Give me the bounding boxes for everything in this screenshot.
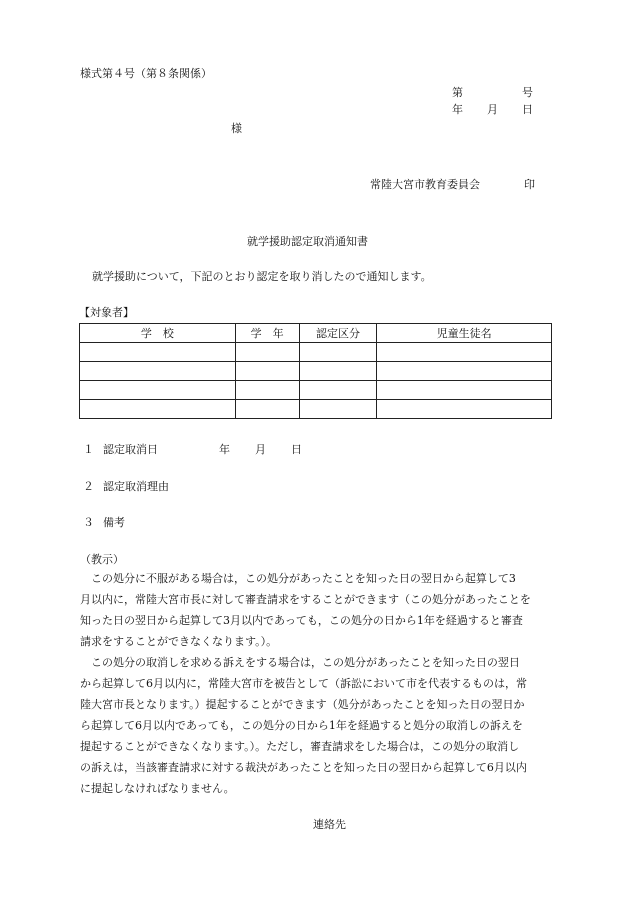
cancel-date-year: 年 [219,443,230,456]
table-cell [235,381,299,400]
date-day: 日 [522,103,533,116]
item-label-cancel-date: 認定取消日 [103,443,158,456]
notice-line: に提起しなければなりません。 [80,782,235,795]
table-row [80,362,552,381]
table-row [80,400,552,419]
table-cell [299,343,377,362]
column-header-grade: 学 年 [235,324,299,343]
seal-mark: 印 [524,178,535,191]
table-row [80,343,552,362]
intro-text: 就学援助について，下記のとおり認定を取り消したので通知します。 [92,270,432,283]
table-cell [299,381,377,400]
date-year: 年 [452,103,463,116]
notice-line: の訴えは，当該審査請求に対する裁決があったことを知った日の翌日から起算して6月以内 [80,761,527,774]
item-label-remarks: 備考 [103,516,125,529]
item-number-2: ２ [83,480,94,493]
item-number-3: ３ [83,516,94,529]
issuer-name: 常陸大宮市教育委員会 [370,178,480,191]
table-header-row [80,324,552,343]
notice-line: ら起算して6月以内であっても，この処分の日から1年を経過すると処分の取消しの訴えを [80,719,523,732]
notice-line: 提起することができなくなります。）。ただし，審査請求をした場合は，この処分の取消し [80,740,520,753]
table-cell [80,362,236,381]
date-month: 月 [487,103,498,116]
table-cell [299,362,377,381]
table-cell [235,400,299,419]
cancel-date-month: 月 [255,443,266,456]
table-cell [80,343,236,362]
table-cell [377,343,552,362]
table-cell [377,362,552,381]
notice-paragraph-lawsuit [80,652,554,799]
column-header-student-name: 児童生徒名 [377,324,552,343]
recipient-suffix: 様 [231,122,242,135]
table-cell [377,381,552,400]
table-cell [80,400,236,419]
notice-line: 知った日の翌日から起算して3月以内であっても，この処分の日から1年を経過すると審査 [80,614,523,627]
document-title: 就学援助認定取消通知書 [247,235,368,248]
doc-number-prefix: 第 [452,86,463,99]
item-number-1: １ [83,443,94,456]
table-row [80,381,552,400]
cancel-date-day: 日 [291,443,302,456]
notice-line: この処分に不服がある場合は，この処分があったことを知った日の翌日から起算して3 [91,572,516,585]
table-cell [299,400,377,419]
notice-line: 請求をすることができなくなります。）。 [80,635,278,648]
contact-label: 連絡先 [313,818,346,831]
notice-line: この処分の取消しを求める訴えをする場合は，この処分があったことを知った日の翌日 [91,656,520,669]
notice-paragraph-appeal [80,568,554,652]
notice-line: から起算して6月以内に，常陸大宮市を被告として（訴訟において市を代表するものは，常 [80,677,527,690]
notice-line: 月以内に，常陸大宮市長に対して審査請求をすることができます（この処分があったことを [80,593,531,606]
table-cell [80,381,236,400]
target-section-label: 【対象者】 [79,306,134,319]
column-header-category: 認定区分 [299,324,377,343]
column-header-school: 学 校 [80,324,236,343]
form-number: 様式第４号（第８条関係） [80,67,212,80]
table-cell [377,400,552,419]
notice-heading: （教示） [80,553,124,566]
doc-number-suffix: 号 [522,86,533,99]
notice-line: 陸大宮市長となります。）提起することができます（処分があったことを知った日の翌日か [80,698,525,711]
table-cell [235,343,299,362]
target-table [79,323,552,419]
item-label-cancel-reason: 認定取消理由 [103,480,169,493]
table-cell [235,362,299,381]
